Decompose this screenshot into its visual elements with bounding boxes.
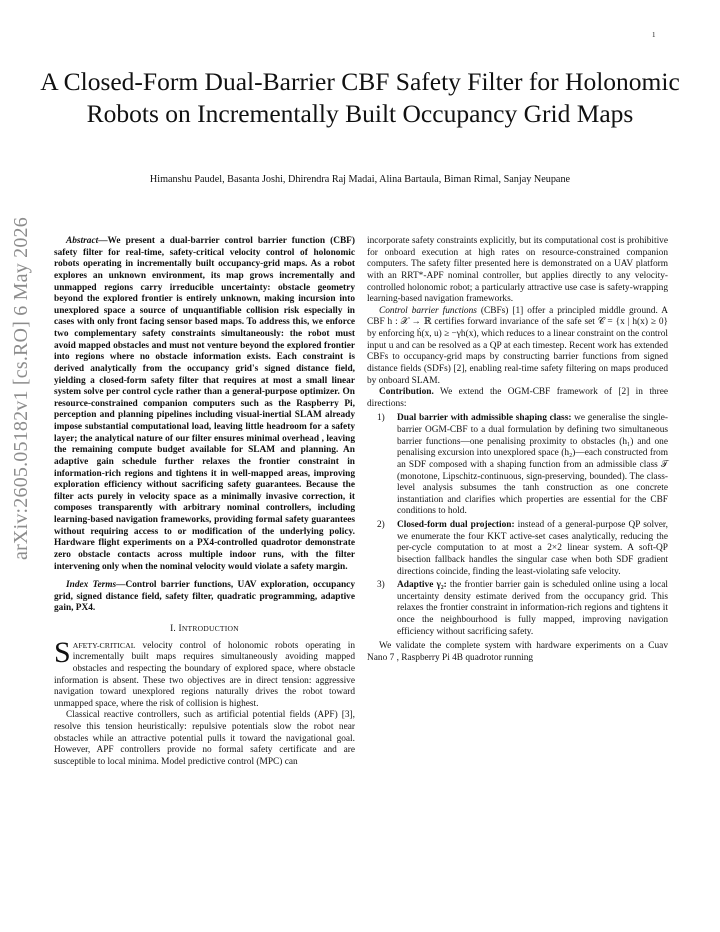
index-terms-text: —Control barrier functions, UAV exploration, occupancy grid, signed distance field, safety filter, quadratic programming, adaptive gain, PX4. [54,580,356,614]
list-item: 1) Dual barrier with admissible shaping class: we generalise the single-barrier OGM-CBF to a dual formulation by defining two simultaneous barrier functions—one penalising proximity to obstacles (h₁) and one penalising excursion into unexplored space (h₂)—each constructed from an SDF composed with a shaping function from an admissible class 𝒯 (monotone, Lipschitz-continuous, sign-preserving, bounded). The class-level analysis subsumes the tanh construction as one concrete instantiation and clarifies which properties are essential for the CBF conditions to hold. [377,413,668,517]
intro-paragraph-1: SAFETY-CRITICAL velocity control of holonomic robots operating in incrementally built maps requires simultaneously avoiding mapped obstacles and respecting the boundary of explored space, where obstacle information is absent. These two objectives are in direct tension: aggressive navigation toward unexplored regions naturally drives the robot toward unmapped space, where the risk of collision is highest. [54,635,355,709]
contribution-list [367,413,668,638]
page-number: 1 [652,31,656,39]
cbf-paragraph: Control barrier functions (CBFs) [1] offer a principled middle ground. A CBF h : 𝒳 → ℝ certifies forward invariance of the safe set 𝒞 = {x | h(x) ≥ 0} by enforcing ḣ(x, u) ≥ −γh(x), which reduces to a linear constraint on the control input u and can be resolved as a QP at each timestep. Recent work has extended CBFs to occupancy-grid maps by constructing barrier functions from signed distance fields (SDFs) [2], enabling real-time safety filtering on maps produced by onboard SLAM. [367,305,668,386]
right-paragraph-1: incorporate safety constraints explicitly, but its computational cost is prohibitive for onboard execution at high rates on resource-constrained companion computers. The safety filter presented here is demonstrated on a UAV platform with an RRT*-APF nominal controller, but applies directly to any velocity-controlled holonomic robot; a particularly attractive use case is safety-wrapping learning-based navigation frameworks. [367,236,668,305]
list-item: 2) Closed-form dual projection: instead of a general-purpose QP solver, we enumerate the four KKT active-set cases analytically, reducing the per-cycle computation to at most a 2×2 linear system. A soft-QP bisection fallback handles the singular case when both SDF gradient directions coincide, finding the least-violating safe velocity. [377,520,668,577]
abstract-label: Abstract [66,236,99,246]
left-column [54,236,355,769]
paper-title: A Closed-Form Dual-Barrier CBF Safety Filter for Holonomic Robots on Incrementally Built Occupancy Grid Maps [40,67,680,128]
list-item: 3) Adaptive γ₂: the frontier barrier gain is scheduled online using a local uncertainty density estimate derived from the occupancy grid. This relaxes the frontier constraint in information-rich regions and tightens it once the neighbourhood is fully mapped, improving navigation efficiency without sacrificing safety. [377,580,668,637]
index-terms-label: Index Terms [66,580,117,591]
contribution-paragraph: Contribution. We extend the OGM-CBF framework of [2] in three directions: [367,387,668,409]
arxiv-identifier[interactable]: arXiv:2605.05182v1 [cs.RO] 6 May 2026 [10,217,32,560]
abstract-text: —We present a dual-barrier control barrier function (CBF) safety filter for real-time, safety-critical velocity control of holonomic robots operating in incrementally built occupancy-grid maps. As a robot explores an unknown environment, its map grows incrementally and unmapped regions carry irreducible uncertainty: obstacle geometry beyond the explored frontier is entirely unknown, making incursion into unexplored space a source of unquantifiable collision risk especially in cases with only front facing sensor based maps. To address this, we enforce two complementary safety constraints simultaneously: the robot must avoid mapped obstacles and must not venture beyond the explored frontier into regions where no obstacle information exists. Each constraint is derived analytically from the occupancy grid's signed distance field, yielding a closed-form safety filter that requires at most a small linear system solve per control cycle rather than a general-purpose optimizer. On resource-constrained companion computers such as the Raspberry Pi, perception and planning pipelines including visual-inertial SLAM already impose substantial computational load, leaving little headroom for a safety layer; the analytical nature of our filter ensures minimal overhead , leaving the remaining compute budget available for SLAM and planning. An adaptive gain schedule further relaxes the frontier constraint in information-rich regions and tightens it in well-mapped areas, improving exploration efficiency without sacrificing safety guarantees. Because the filter acts purely in velocity space as a minimally invasive correction, it composes transparently with arbitrary nominal controllers, including learning-based navigation frameworks, providing formal safety guarantees without requiring access to or modification of the underlying policy. Hardware flight experiments on a PX4-controlled quadrotor demonstrate zero obstacle contacts across multiple indoor runs, with the filter intervening only when the nominal velocity would violate a safety margin. [54,236,355,572]
index-terms [54,580,355,615]
abstract [54,236,355,573]
right-column [367,236,668,665]
section-heading-introduction: I. INTRODUCTION [170,624,239,634]
intro-paragraph-2: Classical reactive controllers, such as artificial potential fields (APF) [3], resolve this tension heuristically: repulsive potentials slow the robot near obstacles while an attractive potential pulls it toward the navigational goal. However, APF controllers provide no formal safety certificate and are susceptible to local minima. Model predictive control (MPC) can [54,710,355,767]
validation-paragraph: We validate the complete system with hardware experiments on a Cuav Nano 7 , Raspberry Pi 4B quadrotor running [367,641,668,663]
author-list: Himanshu Paudel, Basanta Joshi, Dhirendra Raj Madai, Alina Bartaula, Biman Rimal, Sanjay Neupane [149,174,571,185]
drop-cap: S [54,635,71,669]
